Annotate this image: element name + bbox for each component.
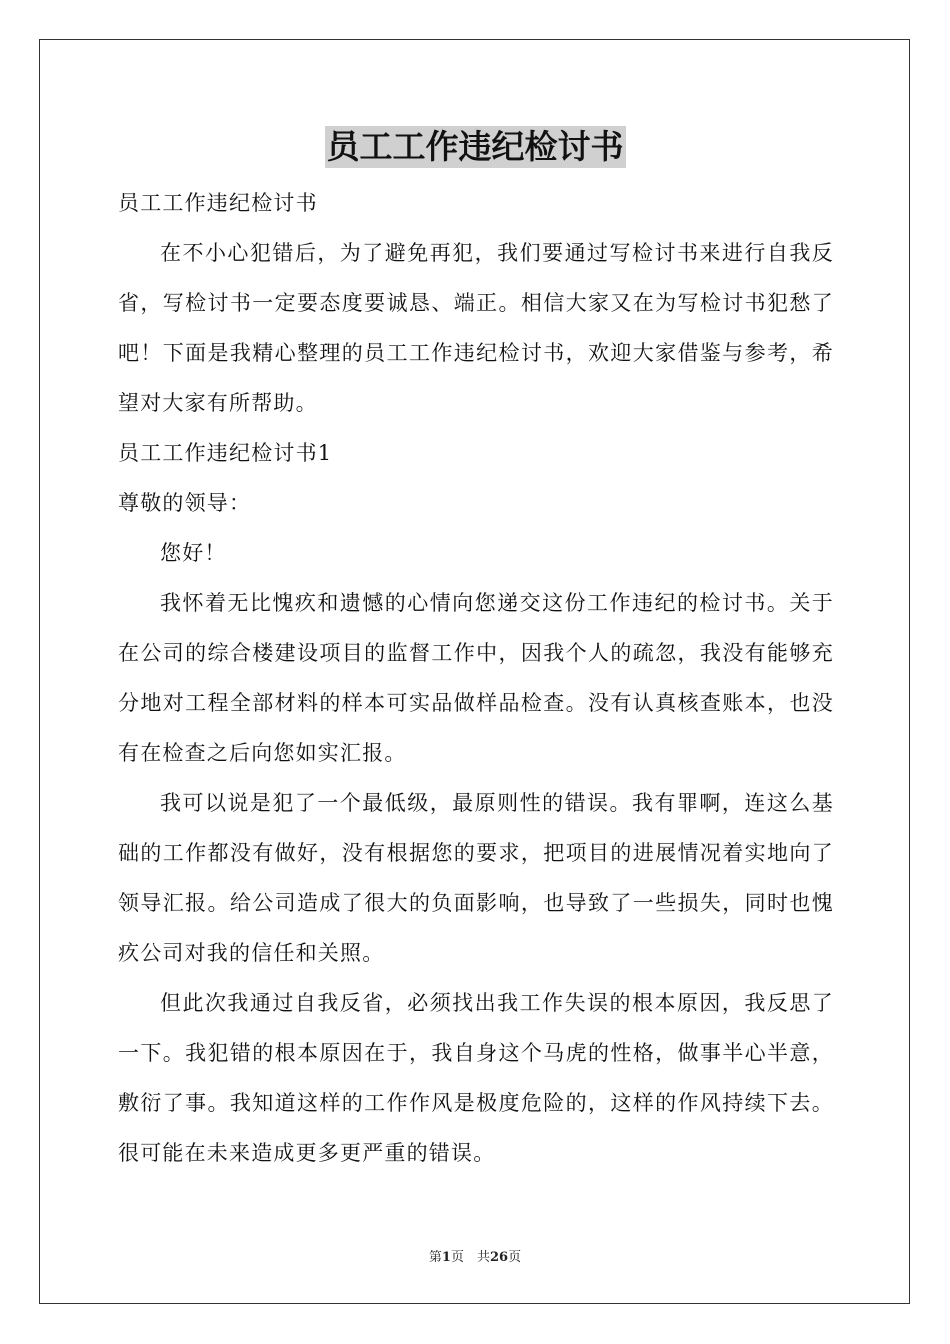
page-prefix: 第 (428, 1250, 442, 1265)
salutation: 尊敬的领导： (118, 491, 252, 515)
page-mid: 页 共 (450, 1250, 490, 1265)
document-body (118, 178, 834, 1178)
section-heading: 员工工作违纪检讨书1 (118, 441, 333, 465)
page-total: 26 (489, 1250, 509, 1265)
paragraph-intro: 在不小心犯错后，为了避免再犯，我们要通过写检讨书来进行自我反省，写检讨书一定要态度要诚恳、端正。相信大家又在为写检讨书犯愁了吧！下面是我精心整理的员工工作违纪检讨书，欢迎大家借鉴与参考，希望对大家有所帮助。 (118, 241, 834, 415)
page-suffix: 页 (508, 1250, 522, 1265)
title-container (0, 126, 950, 168)
page-footer (0, 1246, 950, 1265)
document-title: 员工工作违纪检讨书 (326, 127, 624, 166)
greeting: 您好！ (160, 541, 227, 565)
document-subtitle: 员工工作违纪检讨书 (118, 191, 318, 215)
paragraph-body: 我怀着无比愧疚和遗憾的心情向您递交这份工作违纪的检讨书。关于在公司的综合楼建设项目的监督工作中，因我个人的疏忽，我没有能够充分地对工程全部材料的样本可实品做样品检查。没有认真核查账本，也没有在检查之后向您如实汇报。 (118, 591, 834, 765)
paragraph-body: 我可以说是犯了一个最低级，最原则性的错误。我有罪啊，连这么基础的工作都没有做好，没有根据您的要求，把项目的进展情况着实地向了领导汇报。给公司造成了很大的负面影响，也导致了一些损失，同时也愧疚公司对我的信任和关照。 (118, 791, 834, 965)
page-current: 1 (441, 1250, 451, 1265)
paragraph-body: 但此次我通过自我反省，必须找出我工作失误的根本原因，我反思了一下。我犯错的根本原因在于，我自身这个马虎的性格，做事半心半意，敷衍了事。我知道这样的工作作风是极度危险的，这样的作风持续下去。很可能在未来造成更多更严重的错误。 (118, 991, 834, 1165)
